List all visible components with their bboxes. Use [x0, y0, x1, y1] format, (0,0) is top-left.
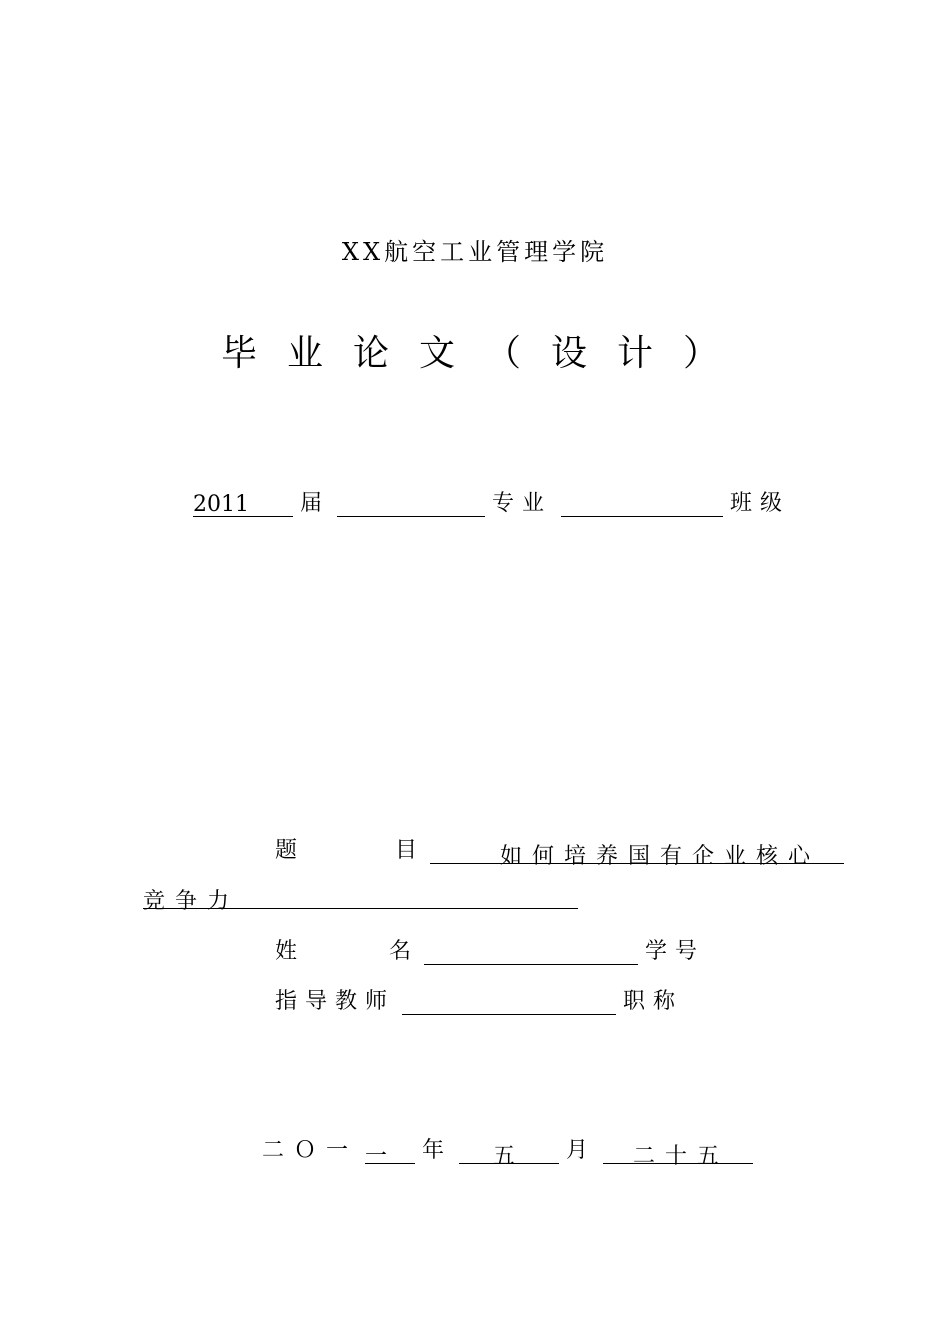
topic-value-line1: 如何培养国有企业核心	[500, 844, 821, 869]
date-year-last-field	[365, 1139, 415, 1169]
topic-value-line2: 竞争力	[143, 889, 240, 914]
major-field	[337, 492, 485, 517]
graduation-year-value: 2011	[193, 492, 249, 517]
month-value: 五	[493, 1144, 516, 1169]
date-year-prefix: 二Ｏ一	[262, 1138, 359, 1163]
day-field	[603, 1139, 753, 1169]
topic-label-b: 目	[395, 838, 418, 863]
student-id-label: 学号	[645, 939, 706, 964]
class-info-row	[193, 486, 791, 517]
student-name-field	[424, 940, 638, 965]
advisor-title-label: 职称	[623, 989, 684, 1014]
advisor-label: 指导教师	[275, 989, 396, 1014]
graduation-year-field	[193, 492, 293, 517]
student-name-row	[275, 934, 705, 962]
document-title: 毕业论文（设计）	[220, 333, 749, 374]
major-label: 专业	[492, 491, 553, 516]
topic-row	[275, 833, 844, 869]
day-value: 二十五	[633, 1144, 730, 1169]
year-label: 年	[422, 1138, 453, 1163]
topic-label-a: 题	[275, 838, 298, 863]
topic-value-field-continued	[143, 884, 578, 914]
topic-value-field	[430, 839, 844, 869]
class-field	[561, 492, 723, 517]
month-field	[459, 1139, 559, 1169]
name-label-a: 姓	[275, 939, 298, 964]
date-year-last: 一	[365, 1144, 388, 1169]
school-name: XX航空工业管理学院	[341, 238, 609, 266]
advisor-field	[402, 990, 616, 1015]
date-row	[262, 1133, 753, 1169]
class-label: 班级	[730, 491, 791, 516]
name-label-b: 名	[389, 939, 412, 964]
topic-row-continued	[143, 884, 578, 912]
jie-label: 届	[300, 491, 323, 516]
month-label: 月	[566, 1138, 597, 1163]
advisor-row	[275, 984, 683, 1012]
